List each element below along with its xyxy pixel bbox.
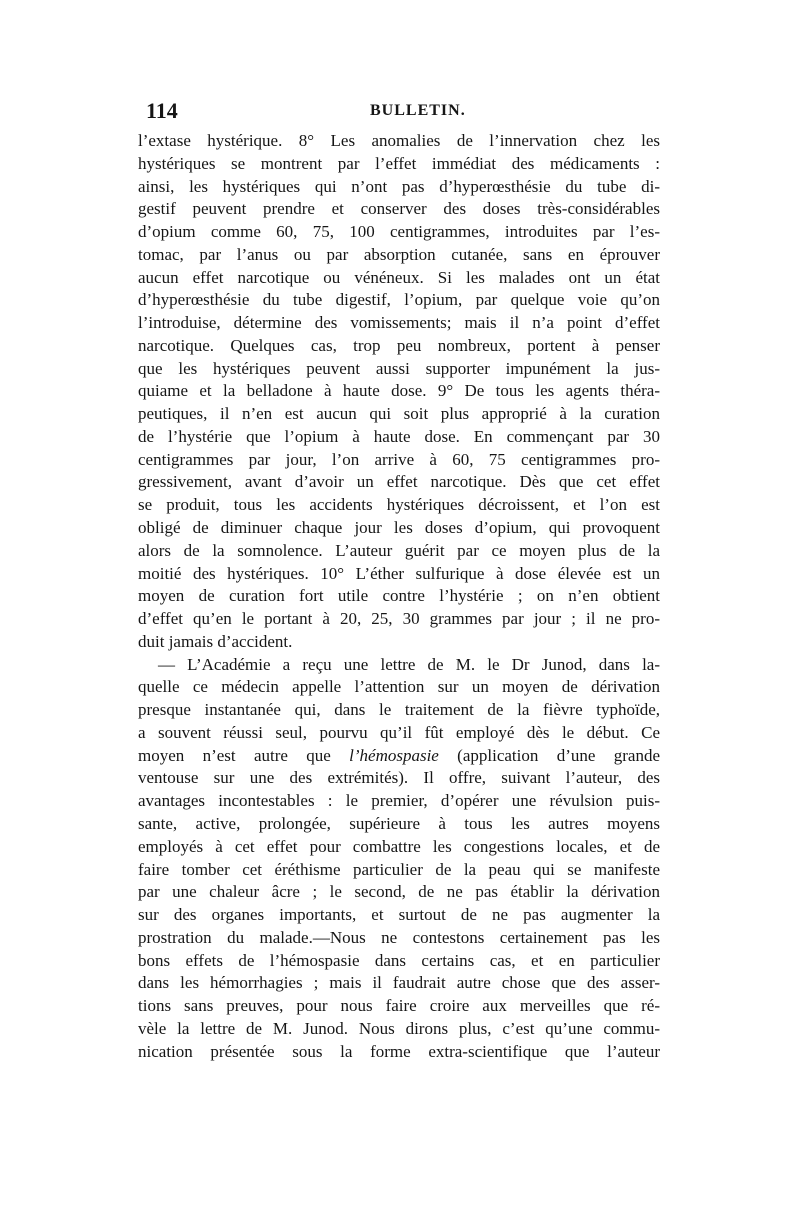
text-segment: moyen n’est autre que [138,745,331,765]
page-number: 114 [146,98,178,123]
text-line: d’opium comme 60, 75, 100 centigrammes, introduites par l’es- [138,222,660,242]
page-header [146,98,658,128]
text-line: alors de la somnolence. L’auteur guérit par ce moyen plus de la [138,540,660,560]
body-text [138,130,660,1063]
text-line: prostration du malade.—Nous ne contestons certainement pas les [138,927,660,947]
text-line: moyen de curation fort utile contre l’hystérie ; on n’en obtient [138,586,660,606]
text-segment: (application d’une grande [438,745,660,765]
text-line: gestif peuvent prendre et conserver des doses très-considérables [138,199,660,219]
text-line: que les hystériques peuvent aussi supporter impunément la jus- [138,358,660,378]
text-line [138,745,660,768]
text-line: l’extase hystérique. 8° Les anomalies de l’innervation chez les [138,131,660,150]
text-line: narcotique. Quelques cas, trop peu nombreux, portent à penser [138,335,660,355]
running-head: BULLETIN. [370,102,466,119]
text-line: aucun effet narcotique ou vénéneux. Si les malades ont un état [138,267,660,287]
text-line: quiame et la belladone à haute dose. 9° De tous les agents théra- [138,381,660,401]
text-line: faire tomber cet éréthisme particulier de la peau qui se manifeste [138,859,660,879]
text-line: moitié des hystériques. 10° L’éther sulfurique à dose élevée est un [138,563,660,583]
text-line: duit jamais d’accident. [138,631,293,651]
text-line: — L’Académie a reçu une lettre de M. le Dr Junod, dans la- [158,654,660,674]
text-line: peutiques, il n’en est aucun qui soit plus approprié à la curation [138,404,660,424]
italic-term: l’hémospasie [349,745,439,765]
text-line: ainsi, les hystériques qui n’ont pas d’hyperœsthésie du tube di- [138,176,660,196]
text-line: hystériques se montrent par l’effet immédiat des médicaments : [138,153,660,173]
text-line: d’effet qu’en le portant à 20, 25, 30 grammes par jour ; il ne pro- [138,609,660,629]
text-line: de l’hystérie que l’opium à haute dose. En commençant par 30 [138,426,660,446]
text-line: nication présentée sous la forme extra-scientifique que l’auteur [138,1041,660,1061]
text-line: par une chaleur âcre ; le second, de ne pas établir la dérivation [138,882,660,902]
text-line: centigrammes par jour, l’on arrive à 60, 75 centigrammes pro- [138,449,660,469]
text-line: l’introduise, détermine des vomissements; mais il n’a point d’effet [138,313,660,333]
text-line: se produit, tous les accidents hystériques décroissent, et l’on est [138,495,660,515]
text-line: gressivement, avant d’avoir un effet narcotique. Dès que cet effet [138,472,660,492]
text-line: bons effets de l’hémospasie dans certains cas, et en particulier [138,950,660,970]
text-line: sur des organes importants, et surtout de ne pas augmenter la [138,905,660,925]
text-line: ventouse sur une des extrémités). Il offre, suivant l’auteur, des [138,768,660,788]
text-line: tomac, par l’anus ou par absorption cutanée, sans en éprouver [138,244,660,264]
text-line: vèle la lettre de M. Junod. Nous dirons plus, c’est qu’une commu- [138,1018,660,1038]
text-line: avantages incontestables : le premier, d’opérer une révulsion puis- [138,791,660,811]
text-line: presque instantanée qui, dans le traitement de la fièvre typhoïde, [138,700,660,720]
text-line: dans les hémorrhagies ; mais il faudrait autre chose que des asser- [138,973,660,993]
text-line: sante, active, prolongée, supérieure à tous les autres moyens [138,813,660,833]
text-line: employés à cet effet pour combattre les congestions locales, et de [138,836,660,856]
text-line: d’hyperœsthésie du tube digestif, l’opium, par quelque voie qu’on [138,290,660,310]
text-line: quelle ce médecin appelle l’attention sur un moyen de dérivation [138,677,660,697]
text-line: obligé de diminuer chaque jour les doses d’opium, qui provoquent [138,518,660,538]
text-line: tions sans preuves, pour nous faire croire aux merveilles que ré- [138,996,660,1016]
text-line: a souvent réussi seul, pourvu qu’il fût employé dès le début. Ce [138,722,660,742]
